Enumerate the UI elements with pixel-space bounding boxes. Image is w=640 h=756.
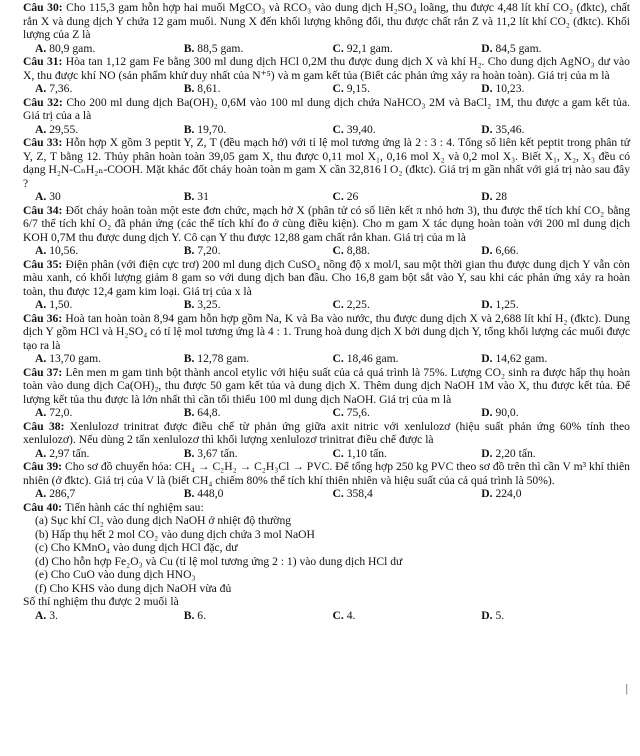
option-b: B. 7,20. — [183, 244, 221, 257]
question-text: Đốt cháy hoàn toàn một este đơn chức, mạch hở X (phân tử có số liên kết π nhỏ hơn 3), thu được thể tích khí CO₂ bằng 6/7 thể tích khí O₂ đã phản ứng (các thể tích khí đo ở cùng điều kiện). Cho m gam X tác dụng hoàn toàn với 200 ml dung dịch KOH 0,7M thu được dung dịch Y. Cô cạn Y thu được 12,88 gam chất rắn khan. Giá trị của m là — [23, 203, 630, 244]
option-d: D. 35,46. — [481, 122, 525, 136]
experiment-item: (a) Sục khí Cl₂ vào dung dịch NaOH ở nhiệt độ thường — [35, 514, 292, 527]
option-c: C. 18,46 gam. — [332, 352, 399, 365]
experiment-item: (c) Cho KMnO₄ vào dung dịch HCl đặc, dư — [35, 541, 238, 554]
question-text: Hoà tan hoàn toàn 8,94 gam hỗn hợp gồm Na, K và Ba vào nước, thu được dung dịch X và 2,688 lít khí H₂ (đktc). Dung dịch Y gồm HCl và H₂SO₄ có tỉ lệ mol tương ứng là 4 : 1. Trung hoà dung dịch X bởi dung dịch Y, tổng khối lượng các muối được tạo ra là — [23, 311, 630, 352]
question-text: Cho 200 ml dung dịch Ba(OH)₂ 0,6M vào 100 ml dung dịch chứa NaHCO₃ 2M và BaCl₂ 1M, thu được a gam kết tủa. Giá trị của a là — [23, 95, 630, 122]
question-block — [23, 420, 630, 461]
question-number: Câu 31: — [23, 55, 63, 68]
answer-options — [23, 190, 630, 204]
option-c: C. 2,25. — [332, 298, 370, 311]
question-40 — [23, 501, 630, 623]
option-b: B. 19,70. — [183, 122, 227, 136]
option-d: D. 84,5 gam. — [481, 41, 542, 55]
answer-options — [23, 123, 630, 137]
question-number: Câu 33: — [23, 136, 63, 149]
experiment-item: (f) Cho KHS vào dung dịch NaOH vừa đủ — [35, 581, 232, 595]
option-a: A. 286,7 — [35, 487, 76, 500]
question-text: Điện phân (với điện cực trơ) 200 ml dung dịch CuSO₄ nồng độ x mol/l, sau một thời gian thu được dung dịch Y vẫn còn màu xanh, có khối lượng giảm 8 gam so với dung dịch ban đầu. Cho 16,8 gam bột sắt vào Y, sau khi các phản ứng xảy ra hoàn toàn, thu được 12,4 gam kim loại. Giá trị của x là — [23, 257, 630, 298]
question-block — [23, 258, 630, 312]
question-list — [23, 1, 630, 501]
question-number: Câu 40: — [23, 500, 62, 514]
option-a: A. 29,55. — [35, 122, 79, 136]
answer-options — [23, 352, 630, 366]
option-c: C. 39,40. — [332, 122, 376, 136]
question-prompt: Số thí nghiệm thu được 2 muối là — [23, 595, 179, 608]
option-b: B. 448,0 — [183, 487, 224, 500]
question-block — [23, 1, 630, 55]
question-block — [23, 204, 630, 258]
option-d: D. 1,25. — [481, 298, 519, 311]
answer-options — [23, 82, 630, 96]
option-b: B. 64,8. — [183, 406, 221, 419]
question-number: Câu 30: — [23, 1, 63, 14]
option-c: C. 26 — [332, 190, 359, 203]
answer-options — [23, 447, 630, 461]
question-block — [23, 312, 630, 366]
question-block — [23, 136, 630, 204]
option-d: D. 90,0. — [481, 406, 519, 419]
option-b: B. 31 — [183, 190, 209, 203]
answer-options — [23, 609, 630, 623]
option-d: D. 6,66. — [481, 244, 519, 257]
answer-options — [23, 42, 630, 56]
option-a: A. 7,36. — [35, 82, 73, 95]
answer-options — [23, 298, 630, 312]
option-a: A. 3. — [35, 608, 58, 622]
option-a: A. 1,50. — [35, 298, 73, 311]
option-c: C. 8,88. — [332, 244, 370, 257]
option-b: B. 12,78 gam. — [183, 352, 250, 365]
question-number: Câu 35: — [23, 257, 63, 271]
option-d: D. 14,62 gam. — [481, 352, 548, 365]
answer-options — [23, 244, 630, 258]
question-block — [23, 96, 630, 137]
option-a: A. 72,0. — [35, 406, 73, 419]
question-number: Câu 34: — [23, 203, 63, 217]
option-d: D. 28 — [481, 190, 508, 203]
question-text: Xenlulozơ trinitrat được điều chế từ phản ứng giữa axit nitric với xenlulozơ (hiệu suất phản ứng 60% tính theo xenlulozơ). Nếu dùng 2 tấn xenlulozơ thì khối lượng xenlulozơ trinitrat điều chế được là — [23, 419, 630, 446]
option-c: C. 92,1 gam. — [332, 41, 393, 55]
option-a: A. 80,9 gam. — [35, 41, 96, 55]
question-text: Lên men m gam tinh bột thành ancol etylic với hiệu suất của cả quá trình là 75%. Lượng CO₂ sinh ra được hấp thụ hoàn toàn vào dung dịch Ca(OH)₂, thu được 50 gam kết tủa và dung dịch X. Thêm dung dịch NaOH 1M vào X, thu được kết tủa. Để lượng kết tủa thu được là lớn nhất thì cần tối thiểu 100 ml dung dịch NaOH. Giá trị của m là — [23, 365, 630, 406]
question-block — [23, 55, 630, 96]
answer-options — [23, 487, 630, 501]
question-number: Câu 37: — [23, 365, 63, 379]
question-block — [23, 366, 630, 420]
option-b: B. 88,5 gam. — [183, 41, 244, 55]
option-b: B. 8,61. — [183, 82, 221, 95]
question-text: Hỗn hợp X gồm 3 peptit Y, Z, T (đều mạch hở) với tỉ lệ mol tương ứng là 2 : 3 : 4. Tổng số liên kết peptit trong phân tử Y, Z, T bằng 12. Thủy phân hoàn toàn 39,05 gam X, thu được 0,11 mol X₁, 0,16 mol X₂ và 0,2 mol X₃. Biết X₁, X₂, X₃ đều có dạng H₂N-CₙH₂ₙ-COOH. Mặt khác đốt cháy hoàn toàn m gam X cần 32,816 l O₂ (đktc). Giá trị m gần nhất với giá trị nào sau đây ? — [23, 136, 630, 190]
option-c: C. 75,6. — [332, 406, 370, 419]
experiment-item: (e) Cho CuO vào dung dịch HNO₃ — [35, 568, 196, 581]
question-number: Câu 32: — [23, 95, 63, 109]
option-d: D. 5. — [481, 608, 505, 622]
option-d: D. 2,20 tấn. — [481, 446, 536, 460]
option-a: A. 30 — [35, 190, 61, 203]
option-d: D. 224,0 — [481, 487, 522, 500]
option-c: C. 4. — [332, 608, 356, 622]
option-c: C. 9,15. — [332, 82, 370, 95]
option-a: A. 13,70 gam. — [35, 352, 102, 365]
option-c: C. 358,4 — [332, 487, 373, 500]
option-b: B. 6. — [183, 608, 206, 622]
question-text: Tiến hành các thí nghiệm sau: — [64, 500, 204, 514]
experiment-item: (d) Cho hỗn hợp Fe₂O₃ và Cu (tỉ lệ mol tương ứng 2 : 1) vào dung dịch HCl dư — [35, 554, 403, 568]
margin-mark: | — [625, 681, 628, 695]
question-number: Câu 39: — [23, 460, 63, 473]
question-number: Câu 36: — [23, 311, 63, 325]
option-d: D. 10,23. — [481, 82, 525, 95]
question-block — [23, 460, 630, 501]
option-a: A. 2,97 tấn. — [35, 446, 90, 460]
answer-options — [23, 406, 630, 420]
question-text: Cho 115,3 gam hỗn hợp hai muối MgCO₃ và RCO₃ vào dung dịch H₂SO₄ loãng, thu được 4,48 lít khí CO₂ (đktc), chất rắn X và dung dịch Y chứa 12 gam muối. Nung X đến khối lượng không đổi, thu được chất rắn Z và 11,2 lít khí CO₂ (đktc). Khối lượng của Z là — [23, 1, 630, 41]
option-a: A. 10,56. — [35, 244, 79, 257]
question-number: Câu 38: — [23, 419, 65, 433]
option-c: C. 1,10 tấn. — [332, 446, 387, 460]
option-b: B. 3,25. — [183, 298, 221, 311]
experiment-item: (b) Hấp thụ hết 2 mol CO₂ vào dung dịch chứa 3 mol NaOH — [35, 527, 315, 541]
question-text: Cho sơ đồ chuyển hóa: CH₄ → C₂H₂ → C₂H₃Cl → PVC. Để tổng hợp 250 kg PVC theo sơ đồ trên thì cần V m³ khí thiên nhiên (ở đktc). Giá trị của V là (biết CH₄ chiếm 80% thể tích khí thiên nhiên và hiệu suất của cả quá trình là 50%). — [23, 460, 630, 487]
question-text: Hòa tan 1,12 gam Fe bằng 300 ml dung dịch HCl 0,2M thu được dung dịch X và khí H₂. Cho dung dịch AgNO₃ dư vào X, thu được khí NO (sản phẩm khử duy nhất của N⁺⁵) và m gam kết tủa (Biết các phản ứng xảy ra hoàn toàn). Giá trị của m là — [23, 55, 630, 82]
option-b: B. 3,67 tấn. — [183, 446, 238, 460]
